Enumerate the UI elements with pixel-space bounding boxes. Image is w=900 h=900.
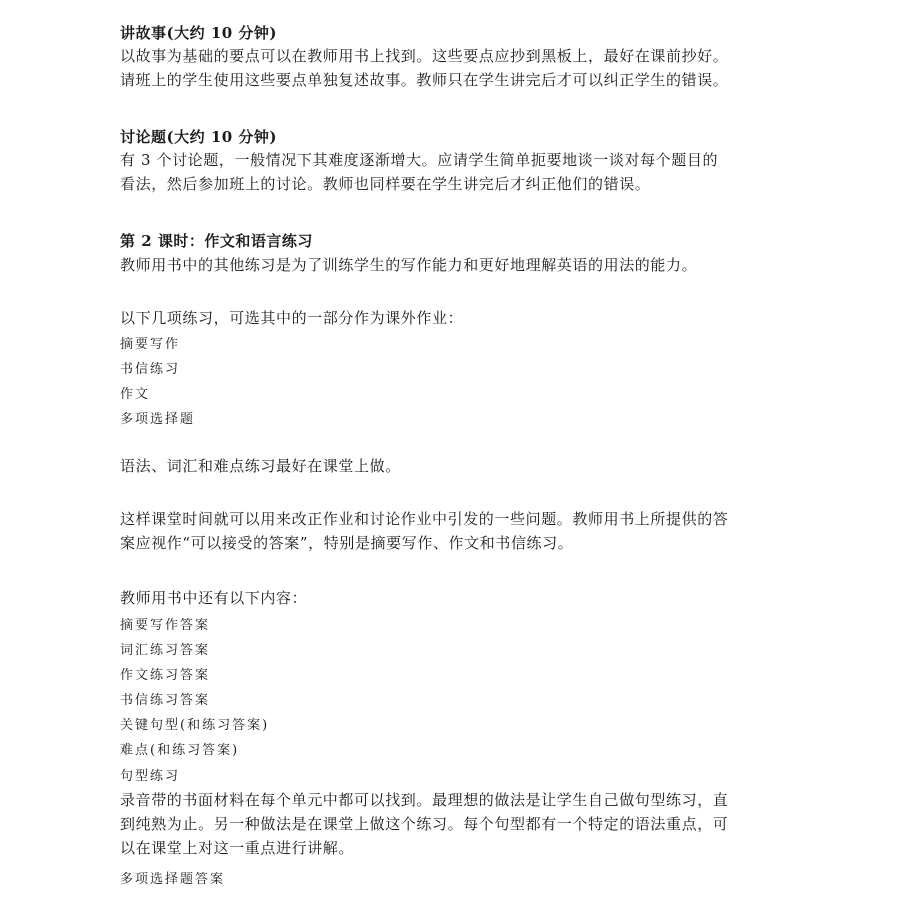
- paragraph-line: 看法，然后参加班上的讨论。教师也同样要在学生讲完后才纠正他们的错误。: [120, 175, 651, 193]
- paragraph-line: 录音带的书面材料在每个单元中都可以找到。最理想的做法是让学生自己做句型练习，直: [120, 791, 729, 809]
- paragraph-line: 请班上的学生使用这些要点单独复述故事。教师只在学生讲完后才可以纠正学生的错误。: [120, 71, 729, 89]
- list-item: 摘要写作: [120, 337, 181, 352]
- homework-intro: 以下几项练习，可选其中的一部分作为课外作业：: [120, 309, 464, 327]
- section-heading-discussion: 讨论题(大约 10 分钟): [120, 128, 278, 146]
- time-note-paragraph: [120, 507, 728, 555]
- discussion-paragraph: [120, 148, 718, 196]
- classroom-note: 语法、词汇和难点练习最好在课堂上做。: [120, 457, 401, 475]
- lesson2-intro: 教师用书中的其他练习是为了训练学生的写作能力和更好地理解英语的用法的能力。: [120, 256, 698, 274]
- section-heading-lesson2: 第 2 课时：作文和语言练习: [120, 232, 313, 250]
- section-heading-storytelling: 讲故事(大约 10 分钟): [120, 24, 278, 42]
- list-item: 关键句型(和练习答案): [120, 718, 270, 733]
- paragraph-line: 案应视作“可以接受的答案”，特别是摘要写作、作文和书信练习。: [120, 534, 574, 552]
- list-item: 多项选择题: [120, 412, 196, 427]
- contents-intro: 教师用书中还有以下内容：: [120, 589, 308, 607]
- list-item: 书信练习: [120, 362, 181, 377]
- list-item: 作文练习答案: [120, 668, 211, 683]
- paragraph-line: 到纯熟为止。另一种做法是在课堂上做这个练习。每个句型都有一个特定的语法重点，可: [120, 815, 729, 833]
- storytelling-paragraph: [120, 44, 728, 92]
- paragraph-line: 以在课堂上对这一重点进行讲解。: [120, 839, 355, 857]
- paragraph-line: 以故事为基础的要点可以在教师用书上找到。这些要点应抄到黑板上，最好在课前抄好。: [120, 47, 729, 65]
- list-item: 摘要写作答案: [120, 618, 211, 633]
- list-item: 书信练习答案: [120, 693, 211, 708]
- list-item: 难点(和练习答案): [120, 743, 240, 758]
- list-item: 句型练习: [120, 769, 181, 784]
- recording-paragraph: [120, 788, 728, 860]
- list-item: 多项选择题答案: [120, 872, 226, 887]
- list-item: 词汇练习答案: [120, 643, 211, 658]
- paragraph-line: 这样课堂时间就可以用来改正作业和讨论作业中引发的一些问题。教师用书上所提供的答: [120, 510, 729, 528]
- list-item: 作文: [120, 387, 151, 402]
- paragraph-line: 有 3 个讨论题，一般情况下其难度逐渐增大。应请学生简单扼要地谈一谈对每个题目的: [120, 151, 719, 169]
